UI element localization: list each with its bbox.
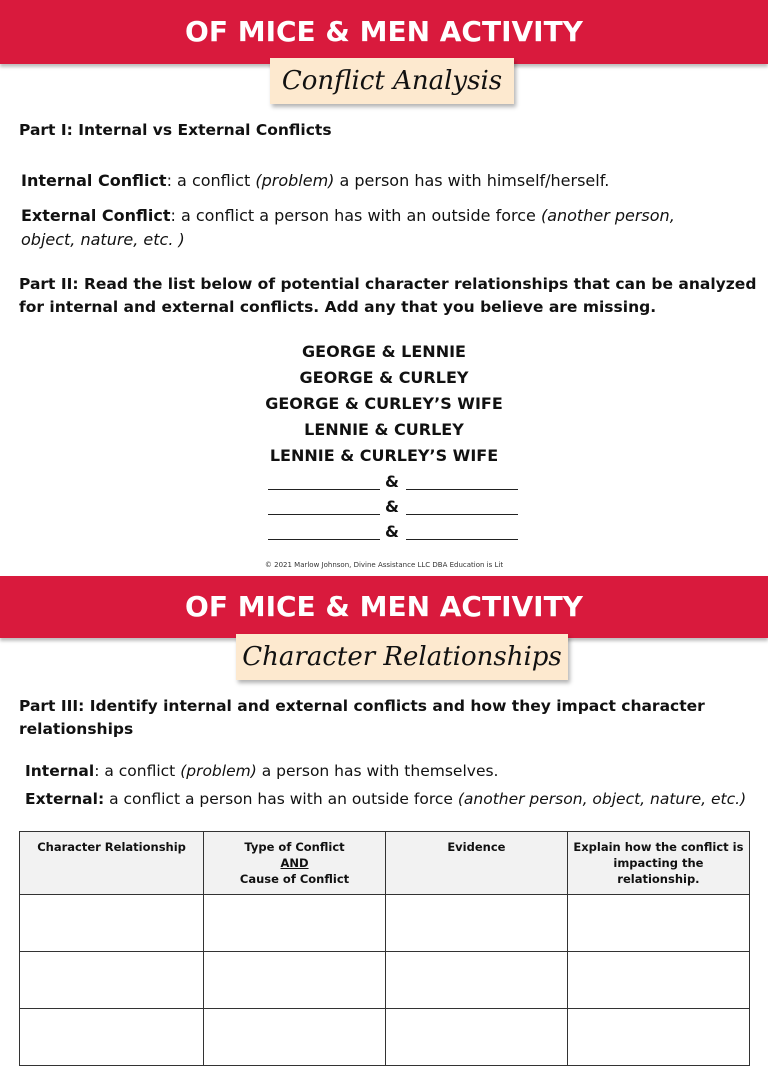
table-cell[interactable] [20, 895, 204, 952]
header-explain-impact [567, 832, 749, 895]
external-conflict-definition [21, 204, 721, 252]
blank-ampersand: & [385, 522, 399, 541]
table-row [20, 1009, 750, 1066]
table-cell[interactable] [385, 895, 567, 952]
internal-term: Internal [25, 762, 95, 780]
relationship-1: GEORGE & LENNIE [302, 342, 466, 361]
page1-banner [0, 0, 768, 64]
blank-line-left [268, 489, 380, 490]
header-type-line1: Type of Conflict [244, 840, 345, 854]
table-cell[interactable] [385, 952, 567, 1009]
table-cell[interactable] [204, 1009, 386, 1066]
relationship-table [19, 831, 750, 1066]
page2-subtitle: Character Relationships [242, 642, 562, 672]
external-text-pre: a conflict a person has with an outside force [104, 790, 458, 808]
internal-text-post: a person has with themselves. [256, 762, 499, 780]
internal-conflict-text-pre: : a conflict [166, 171, 256, 190]
internal-definition [25, 759, 755, 783]
external-italic: (another person, object, nature, etc.) [457, 790, 747, 808]
header-explain-line2: impacting the relationship. [613, 856, 704, 886]
blank-line-right [406, 489, 518, 490]
table-row [20, 952, 750, 1009]
blank-line-left [268, 514, 380, 515]
external-term: External: [25, 790, 105, 808]
table-cell[interactable] [204, 895, 386, 952]
part3-heading [19, 695, 759, 741]
relationship-4: LENNIE & CURLEY [304, 420, 464, 439]
internal-conflict-text-post: a person has with himself/herself. [334, 171, 610, 190]
copyright: © 2021 Marlow Johnson, Divine Assistance LLC DBA Education is Lit [264, 561, 504, 569]
header-explain-line1: Explain how the conflict is [573, 840, 744, 854]
header-evidence: Evidence [385, 832, 567, 895]
header-character-relationship: Character Relationship [20, 832, 204, 895]
page1-subtitle: Conflict Analysis [281, 66, 503, 96]
internal-italic: (problem) [180, 762, 257, 780]
relationship-5: LENNIE & CURLEY’S WIFE [269, 446, 499, 465]
header-type-line3: Cause of Conflict [239, 872, 350, 886]
blank-relationship-row-3 [268, 522, 518, 544]
page2-banner [0, 576, 768, 638]
part2-heading [19, 273, 759, 319]
table-cell[interactable] [567, 952, 749, 1009]
table-header-row [20, 832, 750, 895]
part3-heading-line1: Part III: Identify internal and external conflicts and how they impact character [19, 697, 705, 715]
blank-line-right [406, 514, 518, 515]
table-cell[interactable] [385, 1009, 567, 1066]
part3-heading-line2: relationships [19, 720, 134, 738]
part1-heading: Part I: Internal vs External Conflicts [19, 121, 332, 139]
blank-ampersand: & [385, 497, 399, 516]
external-conflict-term: External Conflict [21, 206, 171, 225]
internal-conflict-definition [21, 169, 751, 193]
table-row [20, 895, 750, 952]
page2-banner-title: OF MICE & MEN ACTIVITY [185, 590, 583, 623]
internal-conflict-term: Internal Conflict [21, 171, 167, 190]
table-cell[interactable] [567, 895, 749, 952]
blank-ampersand: & [385, 472, 399, 491]
page2-subtitle-tag [236, 634, 568, 680]
page1-subtitle-tag [270, 58, 514, 104]
page1-banner-title: OF MICE & MEN ACTIVITY [185, 15, 583, 48]
internal-text-pre: : a conflict [94, 762, 181, 780]
external-definition [25, 787, 765, 811]
internal-conflict-italic: (problem) [255, 171, 335, 190]
blank-line-right [406, 539, 518, 540]
part2-heading-line2: for internal and external conflicts. Add any that you believe are missing. [19, 298, 657, 316]
header-type-of-conflict [204, 832, 386, 895]
header-type-line2: AND [280, 856, 309, 870]
table-cell[interactable] [20, 1009, 204, 1066]
external-conflict-italic: (another person, object, nature, etc. ) [21, 206, 675, 249]
blank-relationship-row-2 [268, 497, 518, 519]
relationship-3: GEORGE & CURLEY’S WIFE [265, 394, 503, 413]
blank-line-left [268, 539, 380, 540]
table-cell[interactable] [567, 1009, 749, 1066]
relationship-2: GEORGE & CURLEY [299, 368, 469, 387]
blank-relationship-row-1 [268, 472, 518, 494]
external-conflict-text-pre: : a conflict a person has with an outside force [170, 206, 541, 225]
table-cell[interactable] [20, 952, 204, 1009]
table-cell[interactable] [204, 952, 386, 1009]
part2-heading-line1: Part II: Read the list below of potential character relationships that can be analyzed [19, 275, 757, 293]
